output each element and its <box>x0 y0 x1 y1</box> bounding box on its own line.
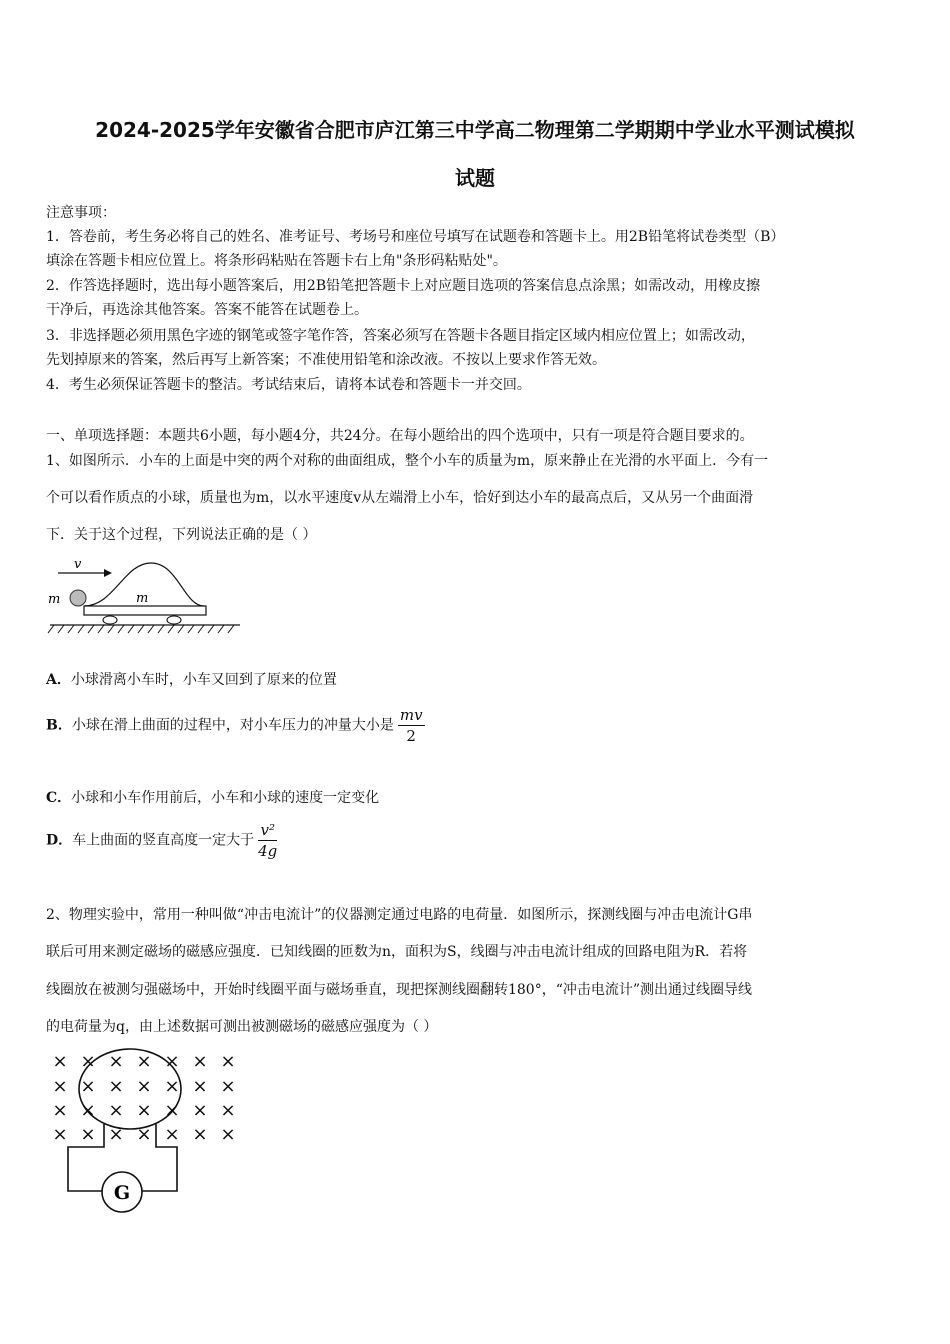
notes-line: 3．非选择题必须用黑色字迹的钢笔或签字笔作答，答案必须写在答题卡各题目指定区域内相应位置上；如需改动， <box>46 328 755 344</box>
field-cross-icon: × <box>108 1100 124 1121</box>
field-cross-icon: × <box>192 1124 208 1145</box>
fraction-v2-over-4g <box>258 821 277 860</box>
option-text: 小球滑离小车时，小车又回到了原来的位置 <box>70 672 337 688</box>
ball-mass-label: m <box>48 592 61 607</box>
option-c[interactable] <box>46 787 379 807</box>
ground-hatching <box>48 625 234 633</box>
fraction-mv-over-2 <box>398 706 425 745</box>
field-cross-icon: × <box>108 1124 124 1145</box>
cart-ball-diagram <box>44 555 244 645</box>
notes-line: 1．答卷前，考生务必将自己的姓名、准考证号、考场号和座位号填写在试题卷和答题卡上。用2B铅笔将试卷类型（B） <box>46 229 785 245</box>
cart-wheel <box>167 616 181 624</box>
field-cross-icon: × <box>192 1051 208 1072</box>
question-1-text: 下．关于这个过程，下列说法正确的是（ ） <box>46 527 317 543</box>
field-cross-icon: × <box>52 1124 68 1145</box>
fraction-denominator: 4g <box>258 842 278 860</box>
field-cross-icon: × <box>192 1076 208 1097</box>
field-cross-icon: × <box>136 1051 152 1072</box>
question-2-text: 联后可用来测定磁场的磁感应强度．已知线圈的匝数为n，面积为S，线圈与冲击电流计组成的回路电阻为R．若将 <box>46 944 748 960</box>
field-cross-icon: × <box>164 1124 180 1145</box>
page-title-continued: 试题 <box>455 166 495 190</box>
field-cross-icon: × <box>52 1051 68 1072</box>
field-cross-icon: × <box>192 1100 208 1121</box>
option-b[interactable] <box>46 706 425 745</box>
notes-line: 4．考生必须保证答题卡的整洁。考试结束后，请将本试卷和答题卡一并交回。 <box>46 377 531 393</box>
field-cross-icon: × <box>220 1124 236 1145</box>
field-cross-icon: × <box>136 1100 152 1121</box>
notes-heading: 注意事项： <box>46 205 116 221</box>
question-2-text: 2、物理实验中，常用一种叫做“冲击电流计”的仪器测定通过电路的电荷量．如图所示，探测线圈与冲击电流计G串 <box>46 907 753 923</box>
notes-line: 填涂在答题卡相应位置上。将条形码粘贴在答题卡右上角"条形码粘贴处"。 <box>46 253 507 269</box>
option-text: 小球和小车作用前后，小车和小球的速度一定变化 <box>71 790 380 806</box>
field-cross-icon: × <box>80 1124 96 1145</box>
field-cross-icon: × <box>80 1100 96 1121</box>
option-letter: A． <box>46 672 71 688</box>
option-a[interactable] <box>46 669 337 689</box>
question-2-text: 线圈放在被测匀强磁场中，开始时线圈平面与磁场垂直，现把探测线圈翻转180°，“冲击电流计”测出通过线圈导线 <box>46 982 753 998</box>
galvanometer-label: G <box>113 1182 131 1204</box>
question-1-text: 1、如图所示．小车的上面是中突的两个对称的曲面组成，整个小车的质量为m，原来静止在光滑的水平面上．今有一 <box>46 453 769 469</box>
question-2-text: 的电荷量为q，由上述数据可测出被测磁场的磁感应强度为（ ） <box>46 1019 438 1035</box>
cart-mass-label: m <box>136 591 149 606</box>
field-cross-icon: × <box>108 1051 124 1072</box>
option-letter: C． <box>46 790 72 806</box>
field-cross-icon: × <box>136 1124 152 1145</box>
field-cross-icon: × <box>220 1100 236 1121</box>
field-cross-icon: × <box>164 1076 180 1097</box>
notes-line: 先划掉原来的答案，然后再写上新答案；不准使用铅笔和涂改液。不按以上要求作答无效。 <box>46 352 606 368</box>
field-cross-icon: × <box>164 1100 180 1121</box>
field-cross-icon: × <box>80 1051 96 1072</box>
notes-line: 干净后，再选涂其他答案。答案不能答在试题卷上。 <box>46 302 368 318</box>
coil-galvanometer-diagram <box>44 1044 254 1224</box>
option-text: 车上曲面的竖直高度一定大于 <box>72 832 255 849</box>
page-title: 2024-2025学年安徽省合肥市庐江第三中学高二物理第二学期期中学业水平测试模拟 <box>95 118 855 142</box>
section-heading: 一、单项选择题：本题共6小题，每小题4分，共24分。在每小题给出的四个选项中，只有一项是符合题目要求的。 <box>46 428 754 444</box>
option-letter: B． <box>46 717 72 734</box>
notes-line: 2．作答选择题时，选出每小题答案后，用2B铅笔把答题卡上对应题目选项的答案信息点涂黑；如需改动，用橡皮擦 <box>46 278 761 294</box>
option-text: 小球在滑上曲面的过程中，对小车压力的冲量大小是 <box>71 717 394 734</box>
field-cross-icon: × <box>136 1076 152 1097</box>
velocity-arrowhead <box>104 569 112 577</box>
field-cross-icon: × <box>108 1076 124 1097</box>
question-1-text: 个可以看作质点的小球，质量也为m，以水平速度v从左端滑上小车，恰好到达小车的最高点后，又从另一个曲面滑 <box>46 490 754 506</box>
cart-wheel <box>103 616 117 624</box>
field-cross-icon: × <box>80 1076 96 1097</box>
fraction-numerator: mv <box>399 706 423 724</box>
fraction-numerator: v² <box>258 821 277 841</box>
field-cross-icon: × <box>220 1076 236 1097</box>
field-cross-icon: × <box>220 1051 236 1072</box>
field-cross-icon: × <box>164 1051 180 1072</box>
cart-base <box>84 606 206 615</box>
option-letter: D． <box>46 832 73 849</box>
ball <box>70 590 86 606</box>
field-cross-icon: × <box>52 1076 68 1097</box>
fraction-denominator: 2 <box>406 727 416 745</box>
velocity-label: v <box>74 557 82 572</box>
field-cross-icon: × <box>52 1100 68 1121</box>
option-d[interactable] <box>46 821 277 860</box>
